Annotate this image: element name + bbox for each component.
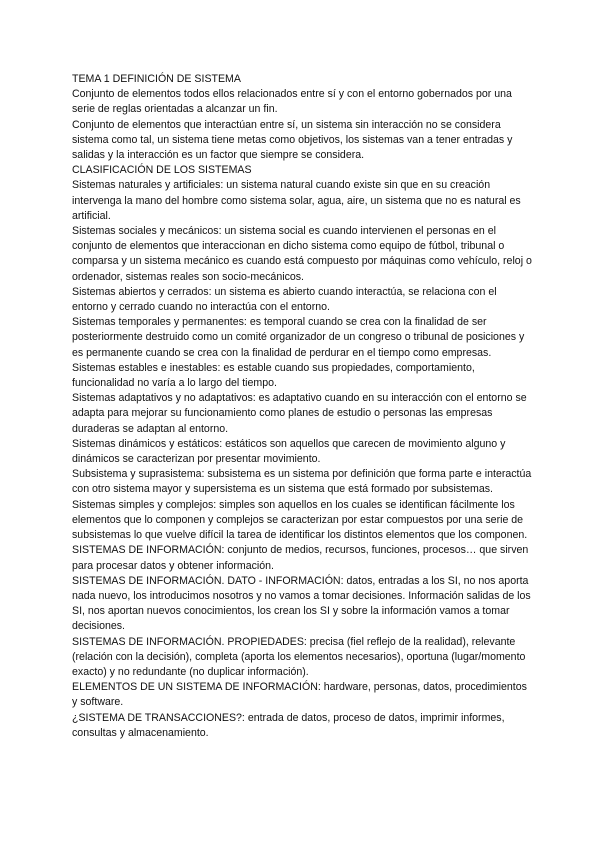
paragraph: Sistemas adaptativos y no adaptativos: es adaptativo cuando en su interacción con el entorno se adapta para mejorar su funcionamiento como planes de estudio o personas las empresas duraderas se adaptan al entorno. bbox=[72, 392, 527, 435]
paragraph: Sistemas estables e inestables: es estable cuando sus propiedades, comportamiento, funcionalidad no varía a lo largo del tiempo. bbox=[72, 361, 475, 390]
paragraph: Conjunto de elementos que interactúan entre sí, un sistema sin interacción no se considera sistema como tal, un sistema tiene metas como objetivos, los sistemas van a tener entradas y salidas y la interacción es un factor que siempre se considera. bbox=[72, 118, 513, 162]
paragraph: Subsistema y suprasistema: subsistema es un sistema por definición que forma parte e interactúa con otro sistema mayor y supersistema es un sistema que está formado por subsistemas. bbox=[72, 468, 532, 496]
paragraph: Conjunto de elementos todos ellos relacionados entre sí y con el entorno gobernados por una serie de reglas orientadas a alcanzar un fin. bbox=[72, 88, 512, 116]
document-title: TEMA 1 DEFINICIÓN DE SISTEMA bbox=[72, 73, 241, 85]
paragraph: Sistemas sociales y mecánicos: un sistema social es cuando intervienen el personas en el conjunto de elementos que interaccionan en dicho sistema como equipo de fútbol, tribunal o comparsa y un sistema mecánico es cuando está compuesto por máquinas como vehículo, reloj o ordenador, sistemas reales son socio-mecánicos. bbox=[72, 225, 532, 283]
paragraph: Sistemas temporales y permanentes: es temporal cuando se crea con la finalidad de ser posteriormente destruido como un comité organizador de un congreso o tribunal de posiciones y es permanente cuando se crea con la finalidad de perdurar en el tiempo como empresas. bbox=[72, 316, 525, 359]
paragraph: Sistemas naturales y artificiales: un sistema natural cuando existe sin que en su creación intervenga la mano del hombre como sistema solar, agua, aire, un sistema que no es natural es artificial. bbox=[72, 179, 521, 222]
paragraph: ELEMENTOS DE UN SISTEMA DE INFORMACIÓN: hardware, personas, datos, procedimientos y software. bbox=[72, 681, 527, 709]
paragraph: Sistemas dinámicos y estáticos: estáticos son aquellos que carecen de movimiento alguno y dinámicos se caracterizan por presentar movimiento. bbox=[72, 437, 506, 466]
paragraph: SISTEMAS DE INFORMACIÓN. DATO - INFORMACIÓN: datos, entradas a los SI, no nos aporta nada nuevo, los introducimos nosotros y no vamos a tomar decisiones. Información salidas de los SI, nos aportan nuevos conocimientos, los crean los SI y sobre la información vamos a tomar decisiones. bbox=[72, 574, 531, 633]
paragraph: Sistemas simples y complejos: simples son aquellos en los cuales se identifican fácilmente los elementos que lo componen y complejos se caracterizan por estar compuestos por una serie de subsistemas lo que vuelve difícil la tarea de identificar los distintos elementos que los componen. bbox=[72, 498, 528, 542]
document-page bbox=[72, 72, 532, 741]
paragraph: SISTEMAS DE INFORMACIÓN. PROPIEDADES: precisa (fiel reflejo de la realidad), relevante (relación con la decisión), completa (aporta los elementos necesarios), oportuna (lugar/momento exacto) y no redundante (no duplicar información). bbox=[72, 635, 526, 678]
section-heading: CLASIFICACIÓN DE LOS SISTEMAS bbox=[72, 164, 252, 177]
paragraph: ¿SISTEMA DE TRANSACCIONES?: entrada de datos, proceso de datos, imprimir informes, consultas y almacenamiento. bbox=[72, 711, 505, 739]
paragraph: Sistemas abiertos y cerrados: un sistema es abierto cuando interactúa, se relaciona con el entorno y cerrado cuando no interactúa con el entorno. bbox=[72, 285, 497, 314]
paragraph: SISTEMAS DE INFORMACIÓN: conjunto de medios, recursos, funciones, procesos… que sirven para procesar datos y obtener información. bbox=[72, 544, 529, 572]
